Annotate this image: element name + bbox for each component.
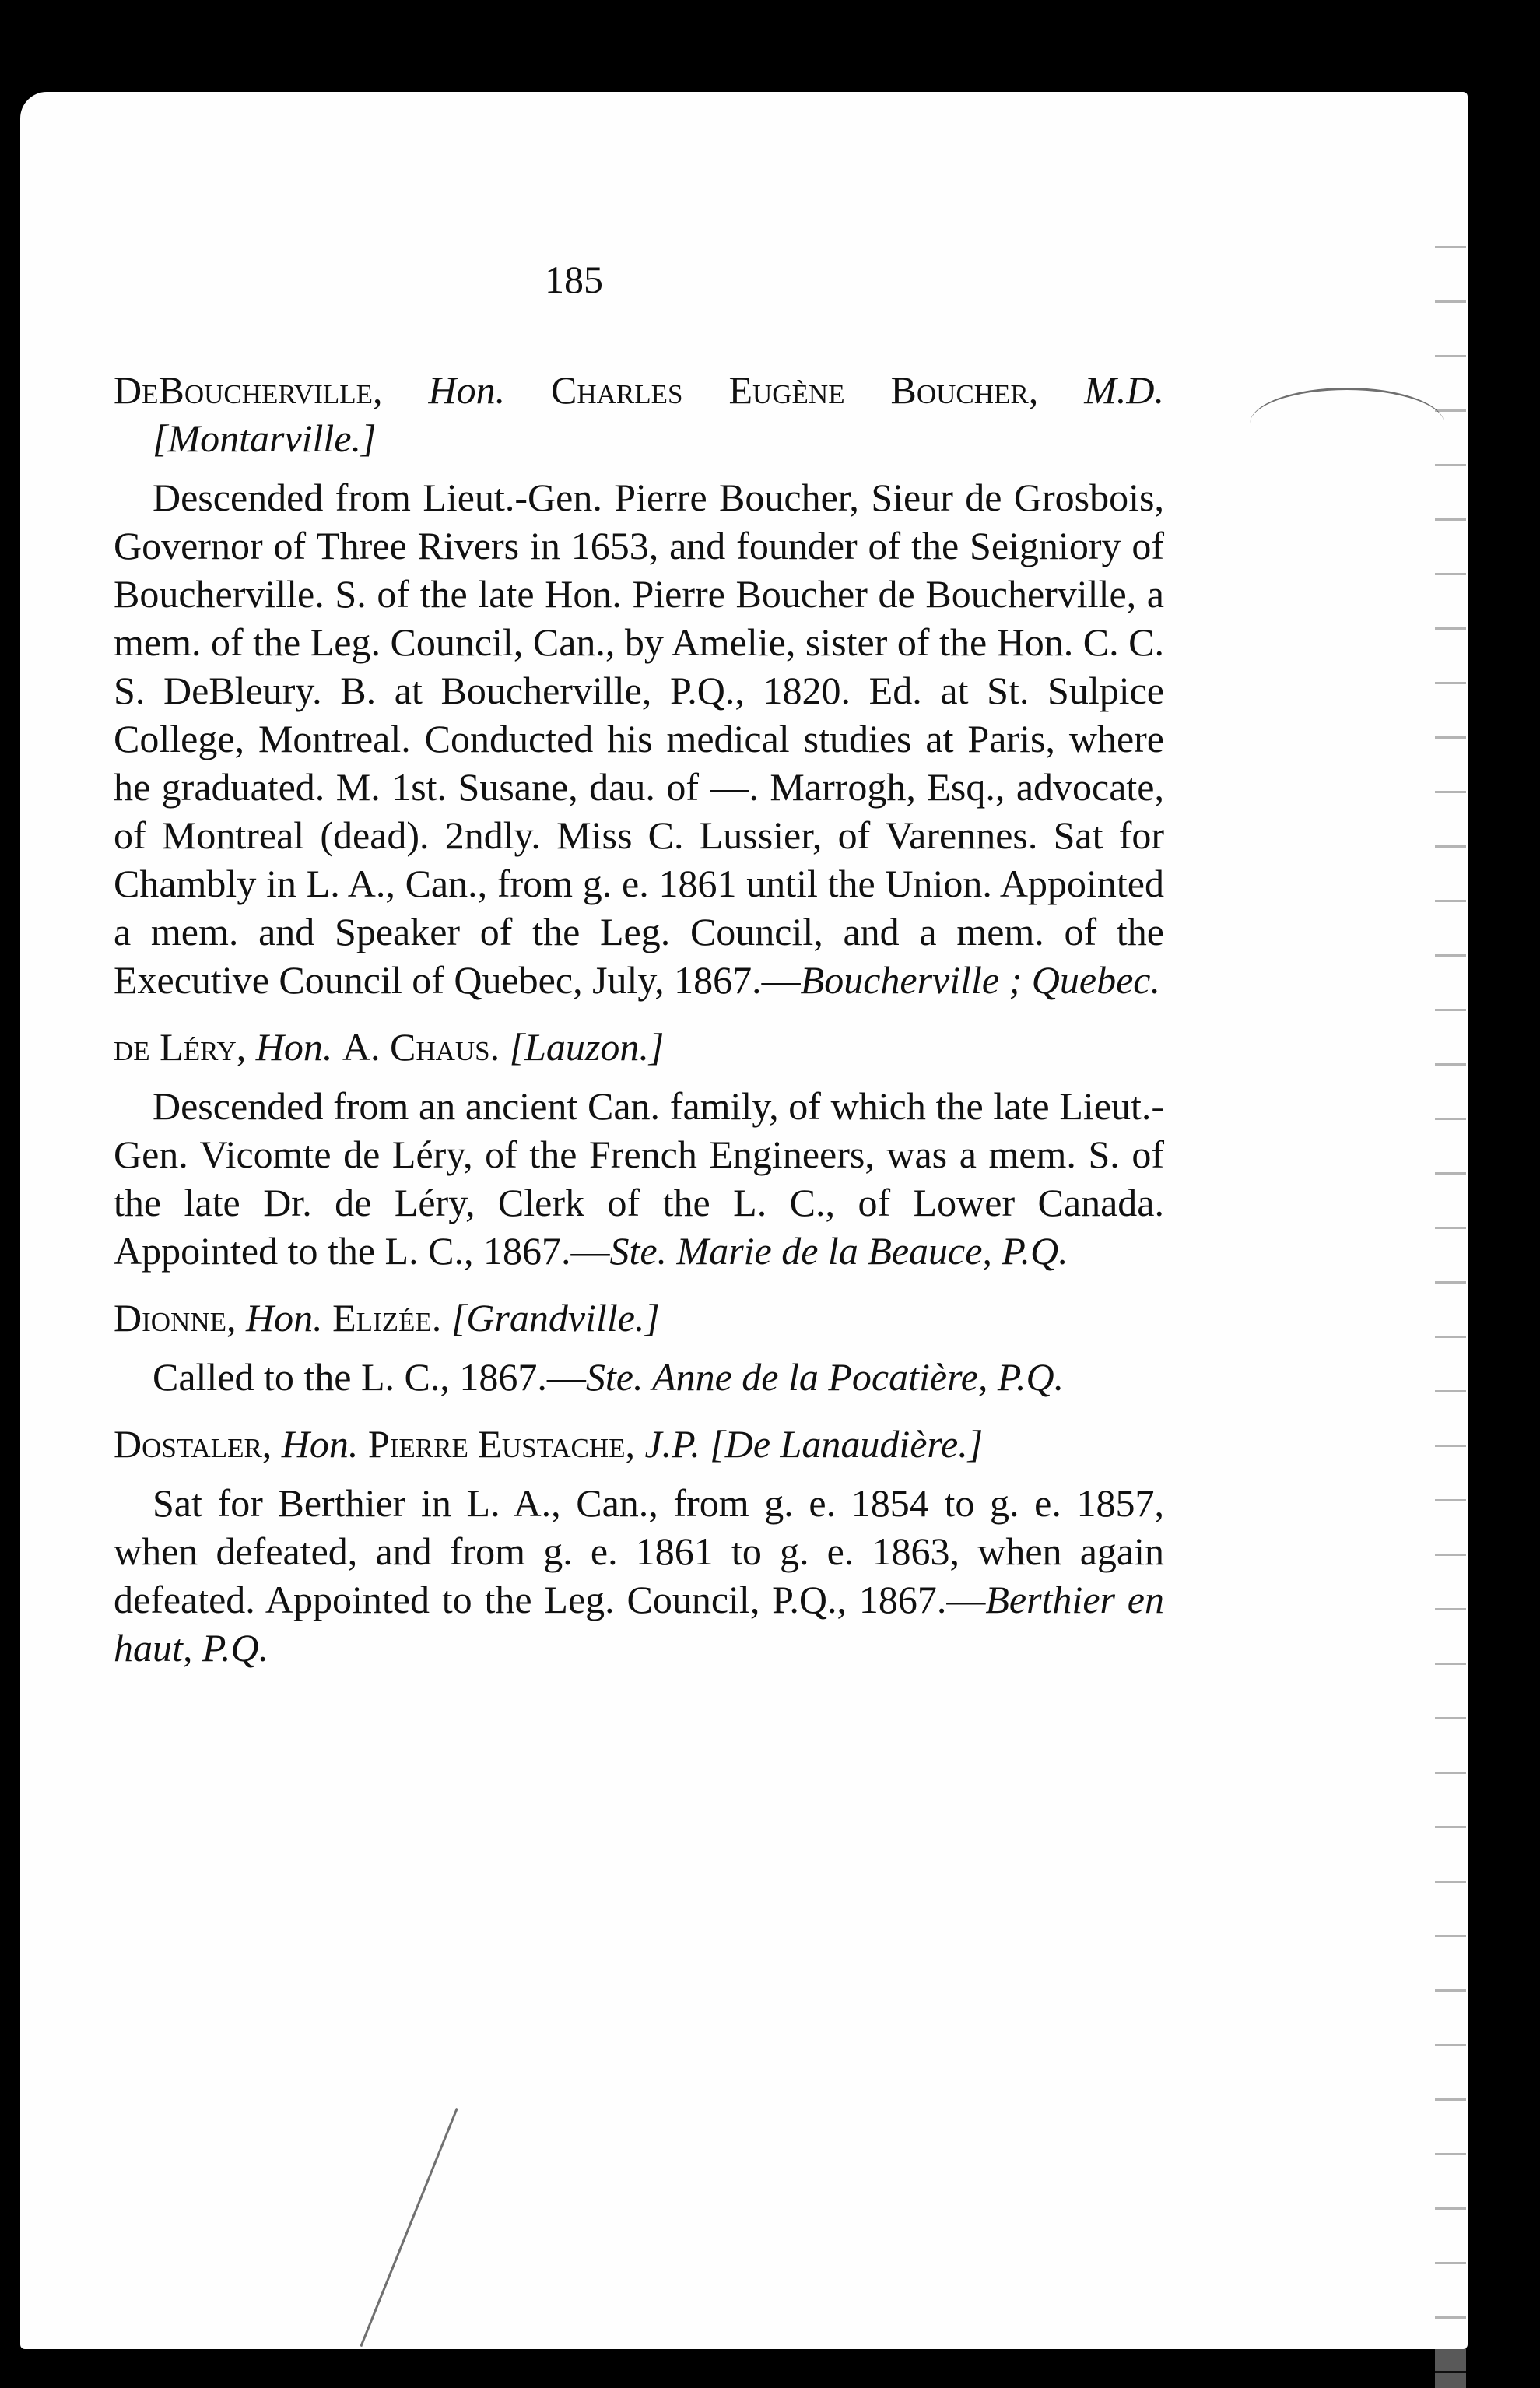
entry-name: A. Chaus. — [342, 1025, 500, 1069]
entry-place: [Grandville.] — [451, 1296, 660, 1340]
entry-suffix: J.P. — [644, 1422, 700, 1466]
entry-residence: Ste. Anne de la Pocatière, P.Q. — [585, 1355, 1065, 1399]
entry-body — [114, 1479, 1164, 1672]
entry-surname: de Léry, — [114, 1025, 247, 1069]
entry-body-text: Sat for Berthier in L. A., Can., from g. e. 1854 to g. e. 1857, when defeated, and from g. e. 1861 to g. e. 1863, when again defeated. Appointed to the Leg. Council, P.Q., 1867.— — [114, 1481, 1164, 1621]
entry-body-text: Called to the L. C., 1867.— — [153, 1355, 586, 1399]
page-text — [114, 366, 1164, 1691]
entry — [114, 1294, 1164, 1401]
entry — [114, 1023, 1164, 1275]
entry-residence: Ste. Marie de la Beauce, P.Q. — [609, 1229, 1068, 1273]
entry-heading — [114, 366, 1164, 462]
page-edge-shadow — [1435, 216, 1466, 2388]
entry-hon: Hon. — [281, 1422, 359, 1466]
entry-residence: Boucherville ; Quebec. — [800, 958, 1160, 1002]
entry-residence: Berthier en haut, P.Q. — [114, 1578, 1164, 1670]
entry-name: Elizée. — [332, 1296, 442, 1340]
entry-place: [Montarville.] — [153, 416, 377, 460]
entry — [114, 366, 1164, 1004]
entry-body-text: Descended from an ancient Can. family, of which the late Lieut.-Gen. Vicomte de Léry, of the French Engineers, was a mem. S. of the late Dr. de Léry, Clerk of the L. C., of Lower Canada. Appointed to the L. C., 1867.— — [114, 1084, 1164, 1273]
entry-body — [114, 1353, 1164, 1401]
entry-body — [114, 1082, 1164, 1275]
page-number: 185 — [545, 258, 603, 301]
entry — [114, 1420, 1164, 1672]
entry-surname: Dionne, — [114, 1296, 237, 1340]
entry-heading — [114, 1420, 1164, 1468]
entry-hon: Hon. — [245, 1296, 323, 1340]
entry-place: [Lauzon.] — [509, 1025, 665, 1069]
entry-surname: Dostaler, — [114, 1422, 272, 1466]
entry-suffix: M.D. — [1084, 368, 1164, 412]
pencil-mark-curve — [1250, 388, 1444, 460]
entry-heading — [114, 1294, 1164, 1342]
entry-body — [114, 473, 1164, 1004]
entry-hon: Hon. — [255, 1025, 333, 1069]
entry-place: [De Lanaudière.] — [710, 1422, 984, 1466]
pencil-mark-line — [360, 2108, 458, 2347]
entry-body-text: Descended from Lieut.-Gen. Pierre Boucher, Sieur de Grosbois, Governor of Three Rivers in 1653, and founder of the Seigniory of Boucherville. S. of the late Hon. Pierre Boucher de Boucherville, a mem. of the Leg. Council, Can., by Amelie, sister of the Hon. C. C. S. DeBleury. B. at Boucherville, P.Q., 1820. Ed. at St. Sulpice College, Montreal. Conducted his medical studies at Paris, where he graduated. M. 1st. Susane, dau. of —. Marrogh, Esq., advocate, of Montreal (dead). 2ndly. Miss C. Lussier, of Varennes. Sat for Chambly in L. A., Can., from g. e. 1861 until the Union. Appointed a mem. and Speaker of the Leg. Council, and a mem. of the Executive Council of Quebec, July, 1867.— — [114, 476, 1164, 1002]
entry-hon: Hon. — [428, 368, 506, 412]
entry-name: Pierre Eustache, — [367, 1422, 635, 1466]
entry-heading — [114, 1023, 1164, 1071]
entry-surname: DeBoucherville, — [114, 368, 383, 412]
entry-name: Charles Eugène Boucher, — [551, 368, 1039, 412]
